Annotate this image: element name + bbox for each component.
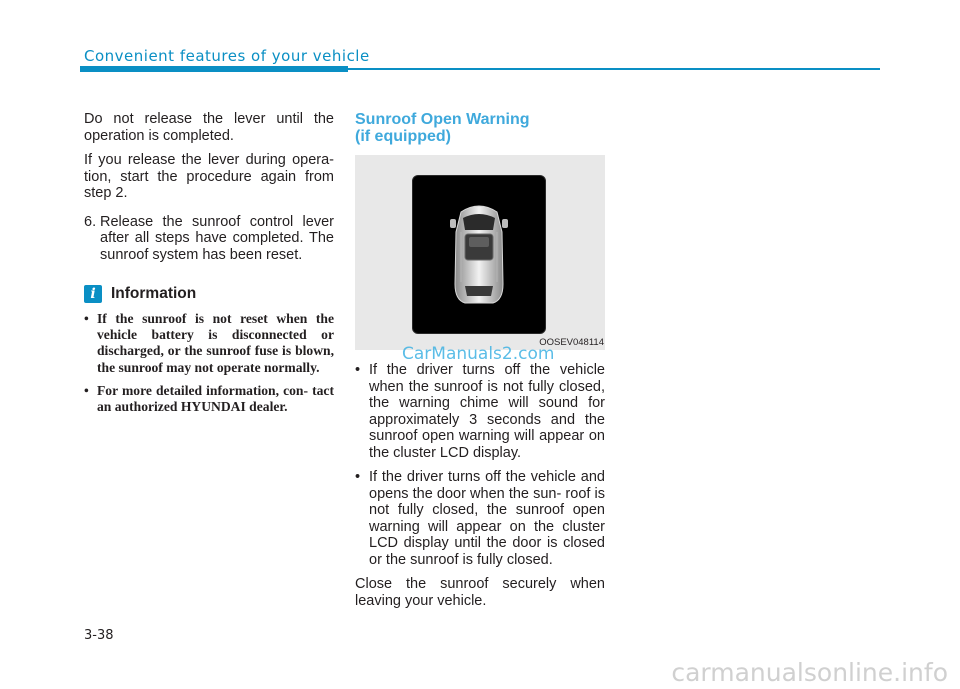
info-header [84, 285, 334, 303]
info-icon: i [84, 285, 102, 303]
bullet: • [355, 469, 361, 485]
step-6 [84, 214, 334, 264]
header-title: Convenient features of your vehicle [84, 47, 370, 65]
watermark-carmanuals2: CarManuals2.com [402, 344, 555, 364]
info-item [84, 311, 334, 376]
page-number: 3-38 [84, 628, 114, 643]
warning-figure [355, 155, 605, 350]
bullet: • [84, 311, 89, 326]
watermark-carmanualsonline: carmanualsonline.info [671, 658, 948, 687]
info-list [84, 311, 334, 415]
info-item-text: If the sunroof is not reset when the vehicle battery is disconnected or discharged, or the sunroof fuse is blown, the sunroof may not operate normally. [97, 311, 334, 375]
paragraph-restart: If you release the lever during opera- tion, start the procedure again from step 2. [84, 152, 334, 201]
closing-paragraph: Close the sunroof securely when leaving your vehicle. [355, 576, 605, 609]
paragraph-lever: Do not release the lever until the operation is completed. [84, 111, 334, 144]
list-item-text: If the driver turns off the vehicle and opens the door when the sun- roof is not fully closed, the sunroof open warning will appear on the cluster LCD display until the door is closed or the sunroof is fully closed. [369, 469, 605, 568]
header-rule-thick [80, 66, 348, 72]
car-topview-icon [449, 202, 509, 306]
list-item-text: If the driver turns off the vehicle when the sunroof is not fully closed, the warning chime will sound for approximately 3 seconds and the sunroof open warning will appear on the cluster LCD display. [369, 362, 605, 461]
left-column [84, 111, 334, 422]
info-title: Information [111, 285, 197, 302]
list-item [355, 362, 605, 461]
section-title-line1: Sunroof Open Warning [355, 111, 530, 128]
cluster-display [412, 175, 546, 334]
bullet: • [84, 382, 89, 398]
bullet: • [355, 362, 361, 378]
warning-list [355, 362, 605, 568]
list-item [355, 469, 605, 568]
header-rule-thin [348, 68, 880, 70]
section-title [355, 111, 605, 145]
figure-code: OOSEV048114 [539, 337, 604, 348]
step-text: Release the sunroof control lever after all steps have completed. The sunroof system has been reset. [100, 213, 334, 263]
info-item-text: For more detailed information, con- tact an authorized HYUNDAI dealer. [97, 382, 334, 415]
info-item [84, 383, 334, 415]
step-number: 6. [84, 213, 97, 230]
section-title-line2: (if equipped) [355, 128, 451, 145]
